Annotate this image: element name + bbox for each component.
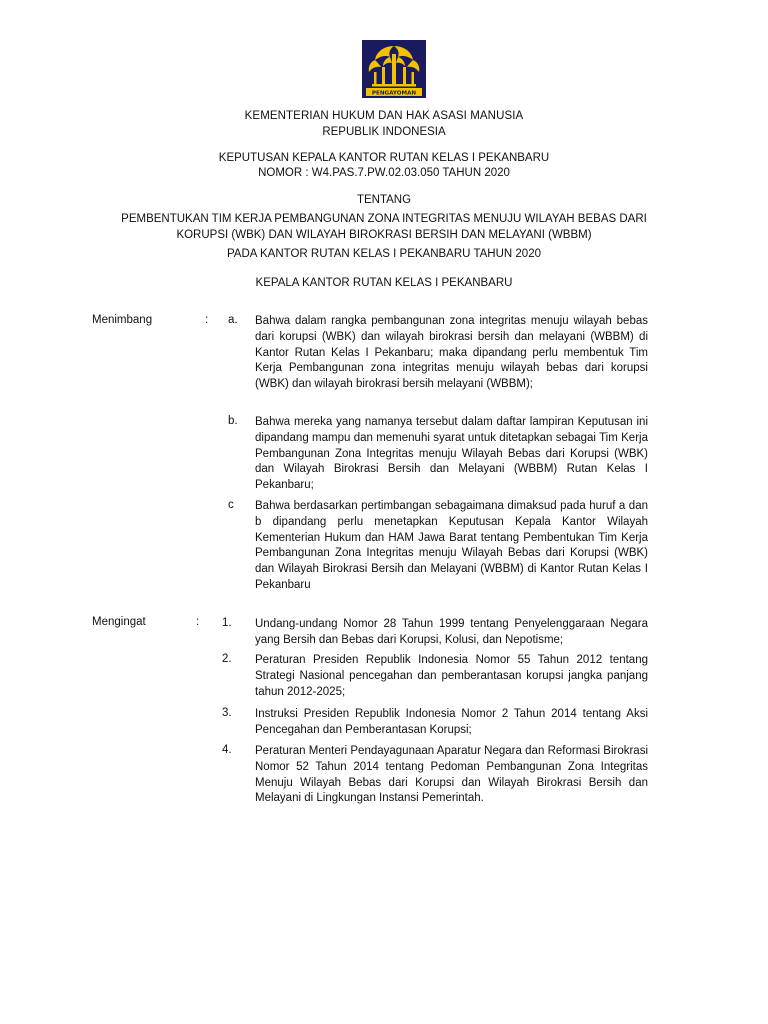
mengingat-item-1: Undang-undang Nomor 28 Tahun 1999 tentang Penyelenggaraan Negara yang Bersih dan Bebas dari Korupsi, Kolusi, dan Nepotisme;	[255, 618, 648, 646]
menimbang-marker-b: b.	[228, 415, 238, 427]
mengingat-item-3: Instruksi Presiden Republik Indonesia Nomor 2 Tahun 2014 tentang Aksi Pencegahan dan Pemberantasan Korupsi;	[255, 708, 648, 736]
mengingat-marker-2: 2.	[222, 653, 232, 665]
mengingat-colon: :	[196, 616, 200, 628]
mengingat-marker-3: 3.	[222, 707, 232, 719]
tentang-heading: TENTANG	[356, 194, 412, 206]
subject-line-3: PADA KANTOR RUTAN KELAS I PEKANBARU TAHUN 2020	[226, 248, 541, 260]
logo-caption: PENGAYOMAN	[371, 90, 417, 97]
decree-title: KEPUTUSAN KEPALA KANTOR RUTAN KELAS I PEKANBARU	[218, 152, 550, 164]
menimbang-item-a: Bahwa dalam rangka pembangunan zona integritas menuju wilayah bebas dari korupsi (WBK) dan wilayah birokrasi bersih dan melayani (WBBM) di Kantor Rutan Kelas I Pekanbaru; maka dipandang perlu membentuk Tim Kerja Pembangunan zona integritas menuju wilayah bebas dari korupsi (WBK) dan wilayah birokrasi bersih melayani (WBBM);	[255, 315, 648, 391]
menimbang-item-b: Bahwa mereka yang namanya tersebut dalam daftar lampiran Keputusan ini dipandang mampu dan memenuhi syarat untuk ditetapkan sebagai Tim Kerja Pembangunan Zona Integritas menuju Wilayah Bebas dari Korupsi (WBK) dan Wilayah Birokrasi Bersih dan Melayani (WBBM) Rutan Kelas I Pekanbaru;	[255, 416, 648, 492]
pengayoman-logo	[362, 40, 426, 98]
subject-line-1: PEMBENTUKAN TIM KERJA PEMBANGUNAN ZONA INTEGRITAS MENUJU WILAYAH BEBAS DARI	[121, 213, 647, 225]
republic-title: REPUBLIK INDONESIA	[322, 126, 446, 138]
menimbang-item-c: Bahwa berdasarkan pertimbangan sebagaimana dimaksud pada huruf a dan b dipandang perlu menetapkan Keputusan Kepala Kantor Wilayah Kementerian Hukum dan HAM Jawa Barat tentang Pembentukan Tim Kerja Pembangunan Zona Integritas menuju Wilayah Bebas dari Korupsi (WBK) dan Wilayah Birokrasi Bersih dan Melayani (WBBM) di Kantor Rutan Kelas I Pekanbaru	[255, 500, 648, 591]
mengingat-label: Mengingat	[92, 616, 146, 628]
pengayoman-emblem-icon	[362, 40, 426, 98]
mengingat-marker-4: 4.	[222, 744, 232, 756]
issuer-heading: KEPALA KANTOR RUTAN KELAS I PEKANBARU	[255, 277, 513, 289]
decree-number: NOMOR : W4.PAS.7.PW.02.03.050 TAHUN 2020	[258, 167, 510, 179]
menimbang-marker-c: c	[228, 499, 234, 511]
mengingat-item-2: Peraturan Presiden Republik Indonesia Nomor 55 Tahun 2012 tentang Strategi Nasional pencegahan dan pemberantasan korupsi jangka panjang tahun 2012-2025;	[255, 654, 648, 698]
menimbang-colon: :	[205, 314, 209, 326]
ministry-title: KEMENTERIAN HUKUM DAN HAK ASASI MANUSIA	[244, 110, 524, 122]
mengingat-item-4: Peraturan Menteri Pendayagunaan Aparatur Negara dan Reformasi Birokrasi Nomor 52 Tahun 2014 tentang Pedoman Pembangunan Zona Integritas Menuju Wilayah Bebas dari Korupsi dan Wilayah Birokrasi Bersih dan Melayani di Lingkungan Instansi Pemerintah.	[255, 745, 648, 805]
menimbang-marker-a: a.	[228, 314, 238, 326]
subject-line-2: KORUPSI (WBK) DAN WILAYAH BIROKRASI BERSIH DAN MELAYANI (WBBM)	[176, 229, 592, 241]
menimbang-label: Menimbang	[92, 314, 153, 326]
mengingat-marker-1: 1.	[222, 617, 232, 629]
